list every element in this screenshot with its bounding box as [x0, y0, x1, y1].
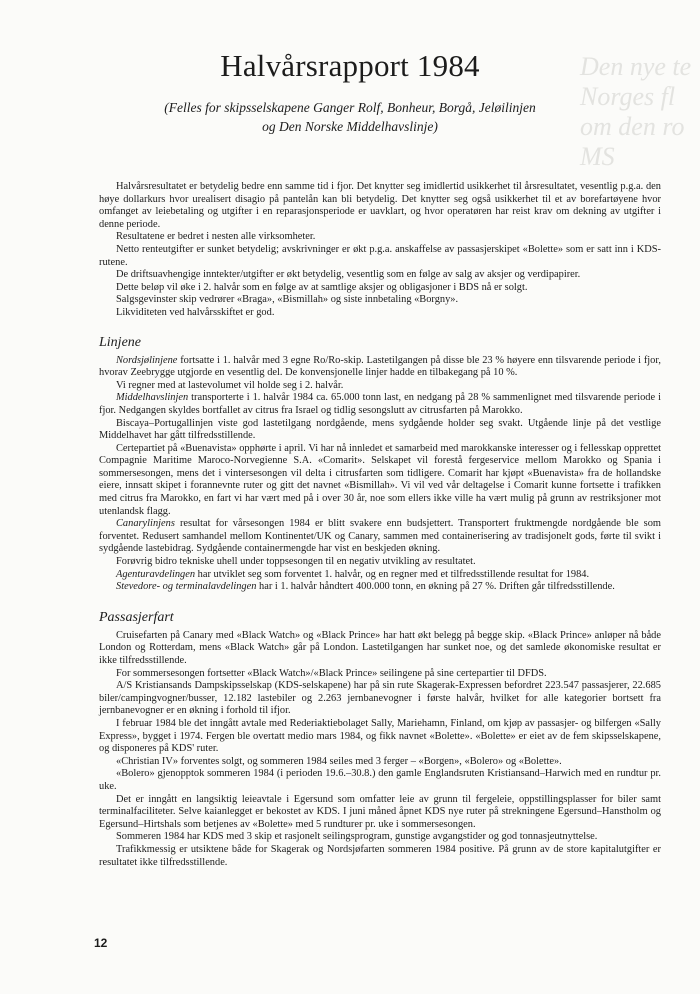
ghost-line: Norges fl — [580, 82, 676, 111]
paragraph — [99, 518, 661, 556]
paragraph — [99, 392, 661, 417]
paragraph-lead: Stevedore- og terminalavdelingen — [116, 581, 257, 593]
paragraph: Salgsgevinster skip vedrører «Braga», «Bismillah» og siste innbetaling «Borgny». — [116, 294, 459, 306]
paragraph-text: Forøvrig bidro tekniske uhell under toppsesongen til en negativ utvikling av resultatet. — [116, 556, 476, 568]
paragraph: Likviditeten ved halvårsskiftet er god. — [116, 306, 275, 318]
paragraph-text: har utviklet seg som forventet 1. halvår, og en regner med et tilfredsstillende resultat for 1984. — [195, 568, 590, 580]
intro-section — [99, 181, 661, 320]
report-body — [99, 181, 661, 869]
paragraph — [99, 556, 661, 569]
paragraph — [99, 418, 661, 443]
section-heading-passasjerfart: Passasjerfart — [99, 609, 174, 625]
paragraph: Trafikkmessig er utsiktene både for Skagerak og Nordsjøfarten sommeren 1984 positive. På grunn av de store kapitalutgifter er resultatet ikke tilfredsstillende. — [99, 843, 661, 868]
paragraph-text: resultat for vårsesongen 1984 er blitt svakere enn budsjettert. Transportert fruktmengde nordgående ble som forventet. Redusert samhandel mellom Kontinentet/UK og Canary, sammen med containerisering av tradisjonelt gods, førte til svikt i sydgående lastebidrag. Sydgående containermengde har vist en beskjeden økning. — [99, 518, 661, 555]
page-number: 12 — [94, 936, 108, 950]
paragraph-text: fortsatte i 1. halvår med 3 egne Ro/Ro-skip. Lastetilgangen på disse ble 23 % høyere enn tilsvarende periode i fjor, hvorav Zeebrygge utgjorde en vesentlig del. De konvensjonelle linjer hadde en tilbakegang på 10 %. — [99, 354, 661, 379]
paragraph-lead: Agenturavdelingen — [116, 568, 196, 580]
paragraph — [99, 443, 661, 519]
paragraph: Netto renteutgifter er sunket betydelig; avskrivninger er økt p.g.a. anskaffelse av passasjerskipet «Bolette» som er satt inn i KDS-rutene. — [99, 243, 661, 268]
paragraph: Sommeren 1984 har KDS med 3 skip et rasjonelt seilingsprogram, gunstige avgangstider og god tonnasjeutnyttelse. — [116, 831, 598, 843]
paragraph-text: Biscaya–Portugallinjen viste god lastetilgang nordgående, mens sydgående holder seg svakt. Utgående linje på det vestlige Middelhavet har gått tilfredsstillende. — [99, 417, 661, 442]
paragraph: Cruisefarten på Canary med «Black Watch» og «Black Prince» har hatt økt belegg på begge skip. «Black Prince» anløper nå både London og Rotterdam, mens «Black Watch» går på London. Lastetilgangen har sunket noe, og det samlede økonomiske resultat er ikke tilfredsstillende. — [99, 629, 661, 666]
linjene-section — [99, 335, 661, 594]
ghost-line: om den ro — [580, 112, 685, 141]
paragraph-text: har i 1. halvår håndtert 400.000 tonn, en økning på 27 %. Driften går tilfredsstillende. — [256, 581, 615, 593]
paragraph: «Bolero» gjenopptok sommeren 1984 (i perioden 19.6.–30.8.) den gamle Englandsruten Kristiansand–Harwich med en rundtur pr. uke. — [99, 768, 661, 792]
paragraph — [99, 380, 661, 393]
ghost-line: Den nye te — [580, 52, 692, 81]
paragraph: Resultatene er bedret i nesten alle virksomheter. — [116, 231, 316, 243]
paragraph: «Christian IV» forventes solgt, og sommeren 1984 seiles med 3 ferger – «Borgen», «Bolero» og «Bolette». — [116, 755, 562, 767]
paragraph-lead: Nordsjølinjene — [116, 354, 178, 366]
paragraph-text: Vi regner med at lastevolumet vil holde seg i 2. halvår. — [116, 379, 344, 391]
paragraph: Dette beløp vil øke i 2. halvår som en følge av at samtlige aksjer og obligasjoner i BDS nå er solgt. — [116, 281, 528, 293]
paragraph: Halvårsresultatet er betydelig bedre enn samme tid i fjor. Det knytter seg imidlertid usikkerhet til årsresultatet, vesentlig p.g.a. den høye dollarkurs hvor urealisert disagio på pantelån kan bli betydelig. Det knytter seg også usikkerhet til et av borefartøyene hvor omfanget av leiebetaling og utgifter i en reparasjonsperiode er uavklart, og hvor operatøren har reist krav om dekning av utgifter i denne periode. — [99, 181, 661, 230]
paragraph: Det er inngått en langsiktig leieavtale i Egersund som omfatter leie av grunn til fergeleie, oppstillingsplasser for biler samt terminalfaciliteter. Selve kaianlegget er bekostet av KDS. I juni måned åpnet KDS nye ruter på strekningene Egersund–Hanstholm og Egersund–Hirtshals som betjenes av «Bolette» med 5 rundturer pr. uke i sommersesongen. — [99, 793, 661, 830]
paragraph: I februar 1984 ble det inngått avtale med Rederiaktiebolaget Sally, Mariehamn, Finland, om kjøp av passasjer- og bilfergen «Sally Express», bygget i 1974. Fergen ble overtatt medio mars 1984, og fikk navnet «Bolette». «Bolette» er eiet av de fem skipsselskapene, og disponeres på KDS' ruter. — [99, 717, 661, 755]
paragraph-text: Certepartiet på «Buenavista» opphørte i april. Vi har nå innledet et samarbeid med marokkanske interesser og i fellesskap opprettet Compagnie Maritime Maroco-Norvegienne S.A. «Comarit». Selskapet vil forestå fergeservice mellom Marokko og Spania i sommersesongen, mens det i vintersesongen vil delta i citrusfarten som tidligere. Comarit har kjøpt «Buenavista» fra de hollandske eiere, innsatt skipet i forannevnte ruter og gitt det navnet «Bismillah». Vi vil ved vår deltagelse i Comarit kunne fortsette i trafikken med citrus fra Marokko, en fart vi har vært med på i over 30 år, noe som ellers ikke ville ha vært mulig på grunn av restriksjoner mot utenlandsk flagg. — [99, 442, 661, 517]
paragraph-lead: Middelhavslinjen — [116, 392, 189, 404]
paragraph: For sommersesongen fortsetter «Black Watch»/«Black Prince» seilingene på sine certepartier til DFDS. — [116, 667, 547, 679]
paragraph — [99, 581, 661, 594]
paragraph: De driftsuavhengige inntekter/utgifter er økt betydelig, vesentlig som en følge av salg av aksjer og verdipapirer. — [116, 269, 581, 281]
ghost-line: MS — [580, 142, 615, 171]
paragraph — [99, 569, 661, 582]
paragraph: A/S Kristiansands Dampskipsselskap (KDS-selskapene) har på sin rute Skagerak-Expressen befordret 223.547 passasjerer, 22.685 biler/campingvogner/busser, 12.182 lastebiler og 2.263 jernbanevogner i første halvår, hvilket for alle kategorier bortsett fra jernbanevogner er en økning i forhold til ifjor. — [99, 680, 661, 717]
paragraph-lead: Canarylinjens — [116, 518, 175, 530]
section-heading-linjene: Linjene — [99, 334, 141, 350]
passasjerfart-section — [99, 610, 661, 869]
paragraph — [99, 355, 661, 380]
subtitle-line: og Den Norske Middelhavslinje) — [262, 119, 438, 134]
paragraph-text: transporterte i 1. halvår 1984 ca. 65.000 tonn last, en nedgang på 28 % sammenlignet med tilsvarende periode i fjor. Nedgangen skyldes bortfallet av citrus fra Israel og tidlig sesongslutt av citrusfarten på Marokko. — [99, 392, 661, 416]
page-title: Halvårsrapport 1984 — [220, 48, 480, 83]
page-subtitle — [150, 98, 550, 136]
subtitle-line: (Felles for skipsselskapene Ganger Rolf, Bonheur, Borgå, Jeløilinjen — [164, 100, 536, 115]
